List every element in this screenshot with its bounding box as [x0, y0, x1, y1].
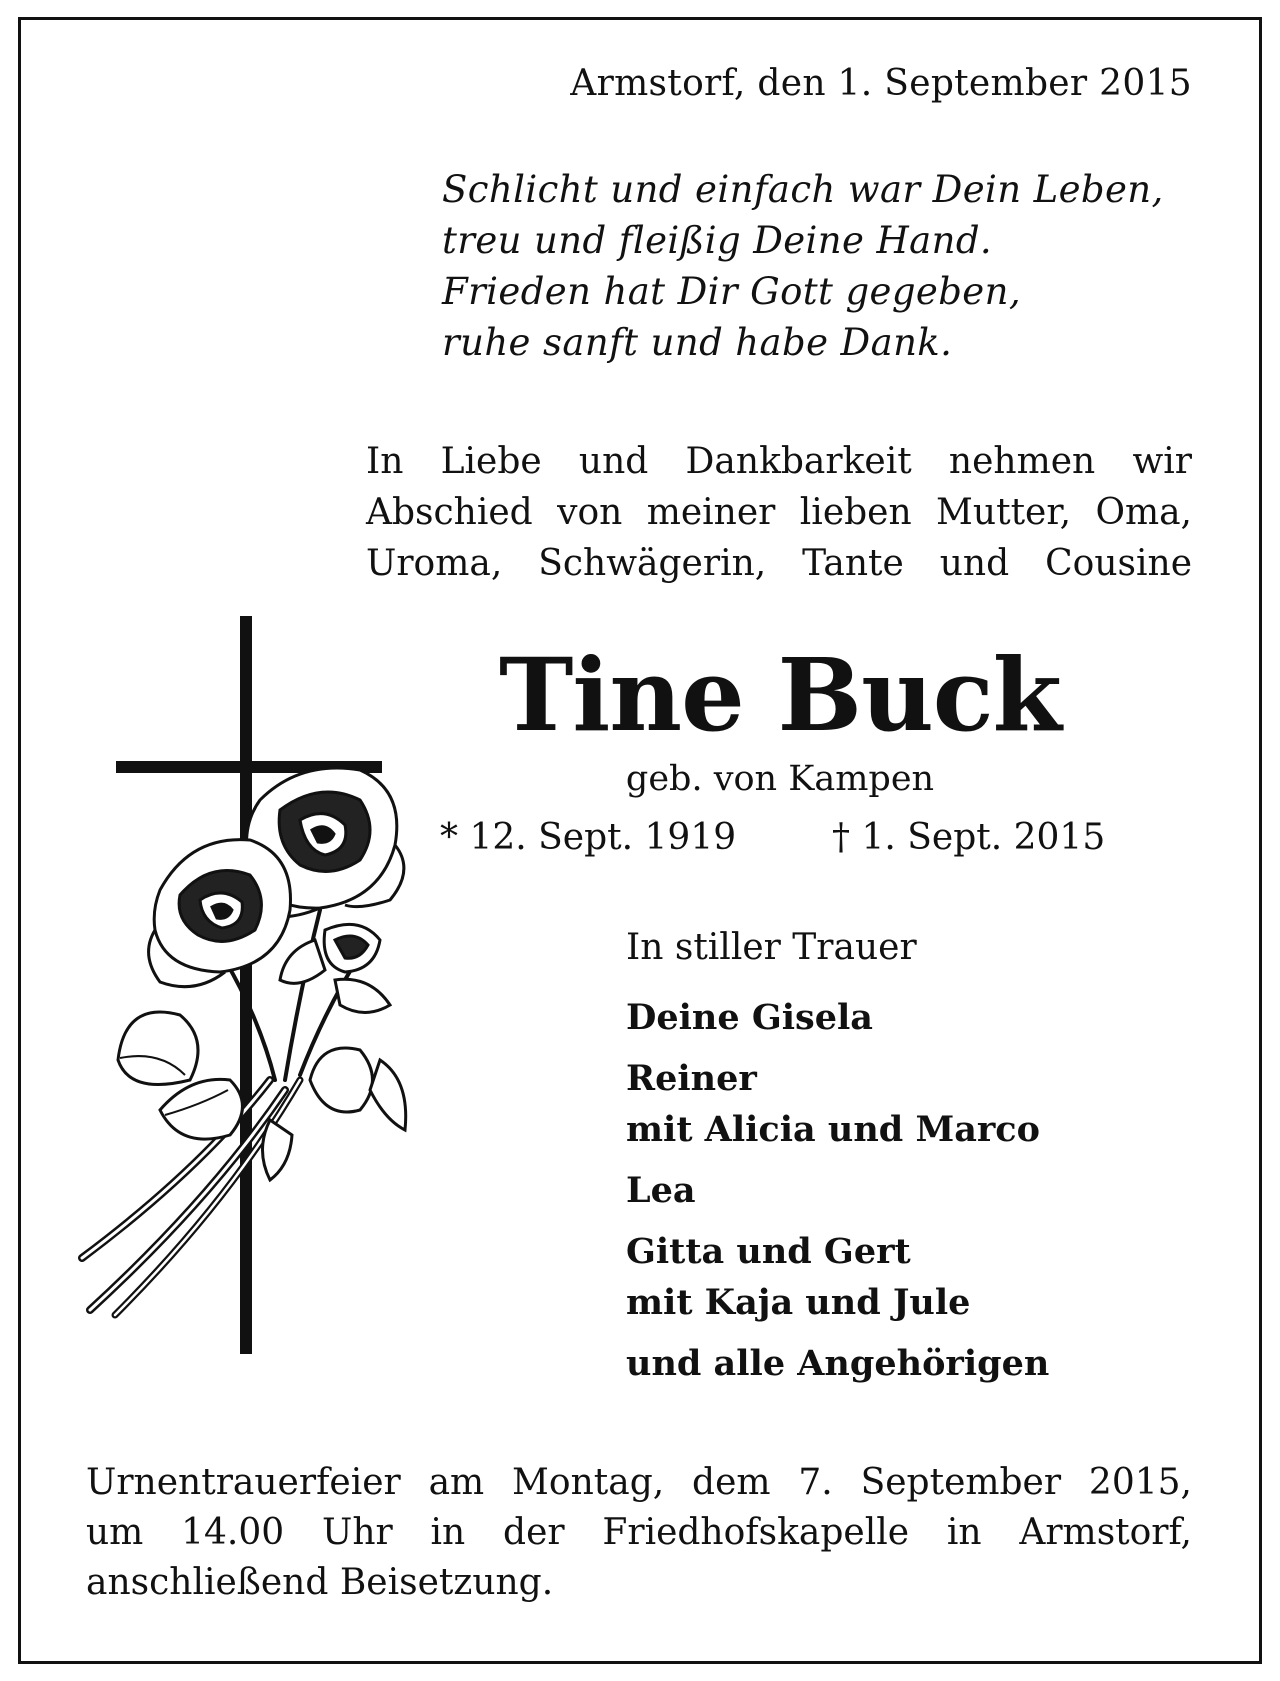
funeral-details	[86, 1458, 1192, 1608]
mourner-name: mit Kaja und Jule	[626, 1282, 971, 1323]
intro-line: In Liebe und Dankbarkeit nehmen wir	[366, 441, 1192, 482]
mourner-name: Deine Gisela	[626, 997, 873, 1038]
funeral-line: anschließend Beisetzung.	[86, 1562, 554, 1603]
mourner-name: Gitta und Gert	[626, 1231, 911, 1272]
death-date: † 1. Sept. 2015	[832, 817, 1106, 858]
cross-with-roses-icon	[60, 610, 410, 1360]
mourner-name: Reiner	[626, 1058, 757, 1099]
funeral-line: Urnentrauerfeier am Montag, dem 7. September 2015,	[86, 1462, 1192, 1503]
place-date: Armstorf, den 1. September 2015	[570, 63, 1192, 104]
verse	[442, 164, 1164, 368]
verse-line: ruhe sanft und habe Dank.	[442, 321, 953, 364]
verse-line: Frieden hat Dir Gott gegeben,	[442, 270, 1021, 313]
verse-line: Schlicht und einfach war Dein Leben,	[442, 168, 1164, 211]
birth-date: * 12. Sept. 1919	[440, 817, 737, 858]
mourner-name: mit Alicia und Marco	[626, 1109, 1040, 1150]
mourner-name: und alle Angehörigen	[626, 1343, 1050, 1384]
deceased-name: Tine Buck	[499, 636, 1061, 754]
intro-line: Abschied von meiner lieben Mutter, Oma,	[366, 492, 1192, 533]
maiden-name: geb. von Kampen	[625, 759, 935, 799]
intro-line: Uroma, Schwägerin, Tante und Cousine	[366, 543, 1192, 584]
mourning-heading: In stiller Trauer	[626, 927, 917, 968]
funeral-line: um 14.00 Uhr in der Friedhofskapelle in Armstorf,	[86, 1512, 1192, 1553]
intro-text	[366, 436, 1192, 589]
mourner-name: Lea	[626, 1170, 696, 1211]
mourners-list	[626, 992, 1049, 1389]
verse-line: treu und fleißig Deine Hand.	[442, 219, 993, 262]
